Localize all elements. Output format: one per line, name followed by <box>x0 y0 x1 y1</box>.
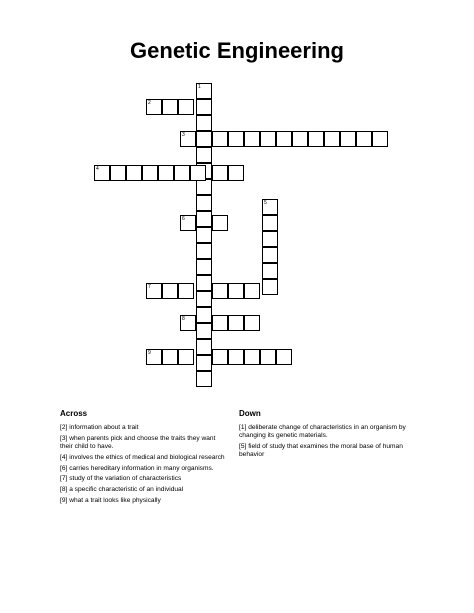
crossword-cell[interactable] <box>308 131 324 147</box>
crossword-cell[interactable] <box>142 165 158 181</box>
crossword-cell[interactable] <box>196 259 212 275</box>
clue-number: 1 <box>198 84 201 90</box>
crossword-cell[interactable] <box>262 231 278 247</box>
clue-number: 9 <box>148 350 151 356</box>
crossword-cell[interactable] <box>212 283 228 299</box>
crossword-cell[interactable] <box>162 99 178 115</box>
crossword-cell[interactable] <box>162 349 178 365</box>
crossword-cell[interactable] <box>244 283 260 299</box>
crossword-cell[interactable] <box>212 131 228 147</box>
page-title: Genetic Engineering <box>130 38 344 63</box>
crossword-cell[interactable] <box>196 211 212 227</box>
crossword-cell[interactable] <box>196 275 212 291</box>
crossword-cell[interactable] <box>276 131 292 147</box>
crossword-cell[interactable] <box>178 349 194 365</box>
crossword-cell[interactable] <box>196 147 212 163</box>
crossword-cell[interactable] <box>228 165 244 181</box>
clue-across: [7] study of the variation of characteristics <box>60 475 182 483</box>
crossword-cell[interactable] <box>244 315 260 331</box>
across-clue-list <box>60 424 225 508</box>
crossword-cell[interactable] <box>212 165 228 181</box>
crossword-cell[interactable] <box>228 283 244 299</box>
crossword-cell[interactable] <box>356 131 372 147</box>
crossword-cell[interactable] <box>190 165 206 181</box>
clue-number: 2 <box>148 100 151 106</box>
crossword-cell[interactable] <box>260 349 276 365</box>
crossword-cell[interactable] <box>196 339 212 355</box>
crossword-cell[interactable] <box>340 131 356 147</box>
clue-across: [4] involves the ethics of medical and biological research <box>60 453 225 461</box>
crossword-cell[interactable] <box>174 165 190 181</box>
clue-down: [5] field of study that examines the moral base of human behavior <box>239 443 403 459</box>
crossword-cell[interactable] <box>262 247 278 263</box>
clue-down: [1] deliberate change of characteristics in an organism by changing its genetic materials. <box>239 424 406 440</box>
crossword-cell[interactable] <box>196 195 212 211</box>
clue-across: [8] a specific characteristic of an individual <box>60 486 184 494</box>
clue-across: [2] information about a trait <box>60 424 139 431</box>
crossword-cell[interactable] <box>178 99 194 115</box>
crossword-cell[interactable] <box>110 165 126 181</box>
crossword-cell[interactable] <box>372 131 388 147</box>
crossword-cell[interactable] <box>196 131 212 147</box>
crossword-cell[interactable] <box>292 131 308 147</box>
clue-across: [9] what a trait looks like physically <box>60 496 161 504</box>
crossword-cell[interactable] <box>228 315 244 331</box>
down-header: Down <box>239 409 261 418</box>
crossword-cell[interactable] <box>196 115 212 131</box>
crossword-cell[interactable] <box>196 323 212 339</box>
crossword-cell[interactable] <box>196 243 212 259</box>
crossword-cell[interactable] <box>196 99 212 115</box>
crossword-cell[interactable] <box>162 283 178 299</box>
crossword-cell[interactable] <box>196 371 212 387</box>
clue-number: 8 <box>182 316 185 322</box>
crossword-cell[interactable] <box>196 227 212 243</box>
crossword-cell[interactable] <box>260 131 276 147</box>
clue-number: 7 <box>148 284 151 290</box>
crossword-cell[interactable] <box>196 355 212 371</box>
crossword-cell[interactable] <box>262 263 278 279</box>
crossword-cell[interactable] <box>212 215 228 231</box>
crossword-cell[interactable] <box>244 131 260 147</box>
crossword-cell[interactable] <box>228 349 244 365</box>
crossword-cell[interactable] <box>212 315 228 331</box>
crossword-cell[interactable] <box>178 283 194 299</box>
crossword-cell[interactable] <box>262 279 278 295</box>
clue-across: [6] carries hereditary information in many organisms. <box>60 464 214 472</box>
crossword-cell[interactable] <box>158 165 174 181</box>
down-clue-list <box>239 424 414 462</box>
clue-number: 5 <box>264 200 267 206</box>
crossword-cell[interactable] <box>212 349 228 365</box>
crossword-cell[interactable] <box>262 215 278 231</box>
clue-number: 3 <box>182 132 185 138</box>
crossword-cell[interactable] <box>276 349 292 365</box>
crossword-cell[interactable] <box>126 165 142 181</box>
crossword-cell[interactable] <box>196 307 212 323</box>
across-header: Across <box>60 409 88 418</box>
crossword-cell[interactable] <box>324 131 340 147</box>
clue-number: 4 <box>96 166 99 172</box>
crossword-cell[interactable] <box>196 291 212 307</box>
clue-number: 6 <box>182 216 185 222</box>
clue-across: [3] when parents pick and choose the traits they want their child to have. <box>60 434 216 450</box>
crossword-cell[interactable] <box>228 131 244 147</box>
crossword-cell[interactable] <box>196 179 212 195</box>
crossword-cell[interactable] <box>244 349 260 365</box>
